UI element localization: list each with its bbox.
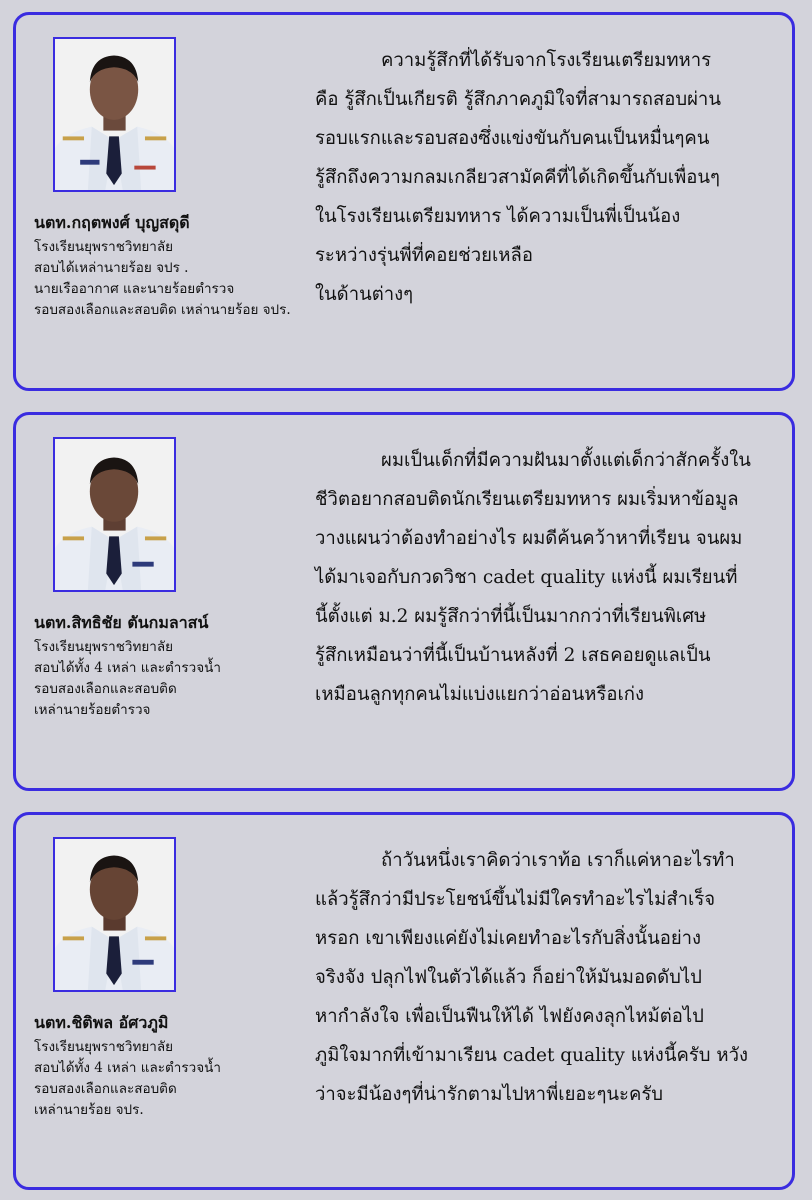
quote-line: ความรู้สึกที่ได้รับจากโรงเรียนเตรียมทหาร	[381, 50, 712, 71]
quote-line: รู้สึกถึงความกลมเกลียวสามัคคีที่ได้เกิดขึ้นกับเพื่อนๆ	[315, 167, 720, 188]
student-school: โรงเรียนยุพราชวิทยาลัย	[34, 1039, 174, 1055]
quote-line: ชีวิตอยากสอบติดนักเรียนเตรียมทหาร ผมเริ่มหาข้อมูล	[315, 489, 739, 510]
student-name: นตท.กฤตพงศ์ บุญสดุดี	[34, 213, 190, 232]
student-portrait-icon	[55, 39, 174, 190]
quote-line: ผมเป็นเด็กที่มีความฝันมาตั้งแต่เด็กว่าสักครั้งใน	[381, 450, 751, 471]
testimonial-card	[13, 412, 795, 791]
quote-line: เหมือนลูกทุกคนไม่แบ่งแยกว่าอ่อนหรือเก่ง	[315, 684, 645, 705]
quote-line: ว่าจะมีน้องๆที่น่ารักตามไปหาพี่เยอะๆนะครับ	[315, 1084, 664, 1105]
student-result: สอบได้ทั้ง 4 เหล่า และตำรวจน้ำ	[34, 1060, 221, 1076]
student-info	[34, 1011, 334, 1121]
student-photo	[53, 437, 176, 592]
quote-line: วางแผนว่าต้องทำอย่างไร ผมดีค้นคว้าหาที่เรียน จนผม	[315, 528, 743, 549]
quote-line: ในโรงเรียนเตรียมทหาร ได้ความเป็นพี่เป็นน้อง	[315, 206, 681, 227]
testimonial-quote	[315, 41, 785, 314]
student-result: รอบสองเลือกและสอบติด	[34, 681, 177, 697]
student-result: รอบสองเลือกและสอบติด เหล่านายร้อย จปร.	[34, 302, 291, 318]
student-result: สอบได้เหล่านายร้อย จปร .	[34, 260, 189, 276]
quote-line: ได้มาเจอกับกวดวิชา cadet quality แห่งนี้ ผมเรียนที่	[315, 567, 738, 588]
testimonial-card	[13, 12, 795, 391]
student-result: เหล่านายร้อยตำรวจ	[34, 702, 151, 718]
student-school: โรงเรียนยุพราชวิทยาลัย	[34, 639, 174, 655]
quote-line: ระหว่างรุ่นพี่ที่คอยช่วยเหลือ	[315, 245, 533, 266]
student-name: นตท.สิทธิชัย ตันกมลาสน์	[34, 613, 209, 632]
student-photo	[53, 37, 176, 192]
student-photo	[53, 837, 176, 992]
student-portrait-icon	[55, 439, 174, 590]
quote-line: ภูมิใจมากที่เข้ามาเรียน cadet quality แห่งนี้ครับ หวัง	[315, 1045, 749, 1066]
quote-line: หากำลังใจ เพื่อเป็นฟืนให้ได้ ไฟยังคงลุกไหม้ต่อไป	[315, 1006, 704, 1027]
quote-line: ในด้านต่างๆ	[315, 284, 414, 305]
quote-line: หรอก เขาเพียงแค่ยังไม่เคยทำอะไรกับสิ่งนั้นอย่าง	[315, 928, 702, 949]
student-result: เหล่านายร้อย จปร.	[34, 1102, 144, 1118]
quote-line: แล้วรู้สึกว่ามีประโยชน์ขึ้นไม่มีใครทำอะไรไม่สำเร็จ	[315, 889, 716, 910]
student-school: โรงเรียนยุพราชวิทยาลัย	[34, 239, 174, 255]
quote-line: ถ้าวันหนึ่งเราคิดว่าเราท้อ เราก็แค่หาอะไรทำ	[381, 850, 735, 871]
student-info	[34, 211, 334, 321]
testimonial-quote	[315, 441, 785, 714]
student-result: รอบสองเลือกและสอบติด	[34, 1081, 177, 1097]
quote-line: รู้สึกเหมือนว่าที่นี้เป็นบ้านหลังที่ 2 เสธคอยดูแลเป็น	[315, 645, 711, 666]
testimonial-card	[13, 812, 795, 1190]
student-result: นายเรืออากาศ และนายร้อยตำรวจ	[34, 281, 235, 297]
student-result: สอบได้ทั้ง 4 เหล่า และตำรวจน้ำ	[34, 660, 221, 676]
student-name: นตท.ชิติพล อัศวภูมิ	[34, 1013, 169, 1032]
quote-line: จริงจัง ปลุกไฟในตัวได้แล้ว ก็อย่าให้มันมอดดับไป	[315, 967, 702, 988]
testimonial-quote	[315, 841, 785, 1114]
quote-line: นี้ตั้งแต่ ม.2 ผมรู้สึกว่าที่นี้เป็นมากกว่าที่เรียนพิเศษ	[315, 606, 707, 627]
student-info	[34, 611, 334, 721]
student-portrait-icon	[55, 839, 174, 990]
quote-line: รอบแรกและรอบสองซึ่งแข่งขันกับคนเป็นหมื่นๆคน	[315, 128, 710, 149]
quote-line: คือ รู้สึกเป็นเกียรติ รู้สึกภาคภูมิใจที่สามารถสอบผ่าน	[315, 89, 721, 110]
